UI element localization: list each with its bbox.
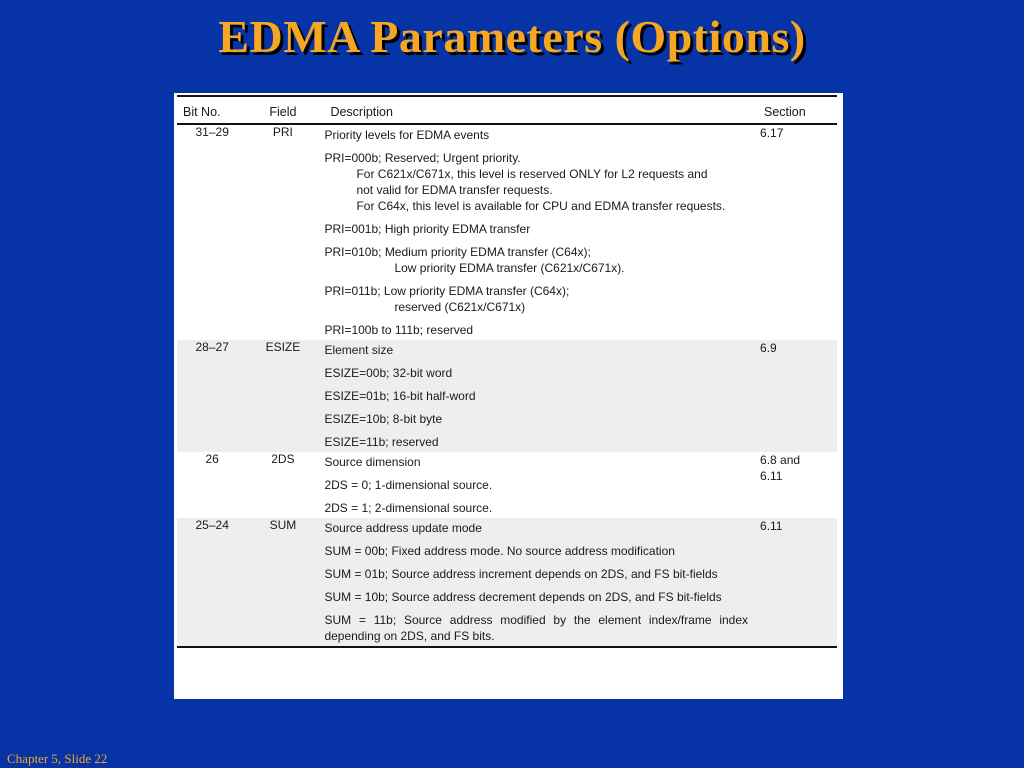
description-line: PRI=100b to 111b; reserved [324,323,474,337]
description-line: 2DS = 1; 2-dimensional source. [324,501,493,515]
cell-bit-no: 31–29 [195,125,229,139]
cell-description [318,340,754,452]
header-section: Section [754,96,837,124]
description-line: ESIZE=11b; reserved [324,435,439,449]
table-header-row [177,96,837,124]
cell-description [318,518,754,647]
section-line: 6.11 [760,469,783,483]
description-line: Low priority EDMA transfer (C621x/C671x). [394,261,625,275]
description-line: For C621x/C671x, this level is reserved ONLY for L2 requests and [356,167,708,181]
description-line: reserved (C621x/C671x) [394,300,526,314]
cell-section: 6.11 [754,518,837,647]
cell-field: PRI [272,125,293,139]
header-field: Field [247,96,318,124]
header-bit-no: Bit No. [177,96,247,124]
description-line: Source dimension [324,455,421,469]
description-line-group [324,150,748,214]
description-line: ESIZE=01b; 16-bit half-word [324,389,476,403]
description-line: PRI=001b; High priority EDMA transfer [324,222,531,236]
slide-title: EDMA Parameters (Options) [218,11,806,62]
table-row-sum [177,518,837,647]
cell-section: 6.17 [760,126,784,140]
description-line: ESIZE=10b; 8-bit byte [324,412,443,426]
table-row-2ds [177,452,837,518]
header-description: Description [318,96,754,124]
edma-options-table-panel [174,93,843,699]
description-line: 2DS = 0; 1-dimensional source. [324,478,493,492]
description-line: For C64x, this level is available for CPU and EDMA transfer requests. [356,199,726,213]
cell-description [318,124,754,340]
description-line: SUM = 11b; Source address modified by the element index/frame index depending on 2DS, and FS bits. [324,613,749,643]
slide-footer: Chapter 5, Slide 22 [7,751,108,766]
table-row-pri [177,124,837,340]
edma-options-table [177,95,837,648]
cell-section [754,452,837,518]
cell-field: ESIZE [247,340,318,452]
description-line-group [324,283,748,315]
description-line: ESIZE=00b; 32-bit word [324,366,453,380]
description-line: Element size [324,343,394,357]
cell-bit-no: 26 [205,452,219,466]
description-line: not valid for EDMA transfer requests. [356,183,553,197]
section-line: 6.8 and [760,453,801,467]
description-line: SUM = 00b; Fixed address mode. No source address modification [324,544,675,558]
description-line: SUM = 10b; Source address decrement depends on 2DS, and FS bit-fields [324,590,722,604]
description-line: SUM = 01b; Source address increment depends on 2DS, and FS bit-fields [324,567,718,581]
description-line: PRI=010b; Medium priority EDMA transfer (C64x); [324,245,591,259]
description-line: PRI=000b; Reserved; Urgent priority. [324,151,521,165]
cell-description [318,452,754,518]
cell-field: SUM [247,518,318,647]
cell-bit-no: 25–24 [177,518,247,647]
table-row-esize [177,340,837,452]
cell-field: 2DS [271,452,295,466]
description-line-group [324,244,748,276]
description-line: Source address update mode [324,521,482,535]
cell-bit-no: 28–27 [177,340,247,452]
description-line: PRI=011b; Low priority EDMA transfer (C64x); [324,284,570,298]
cell-section: 6.9 [754,340,837,452]
description-line: Priority levels for EDMA events [324,128,490,142]
